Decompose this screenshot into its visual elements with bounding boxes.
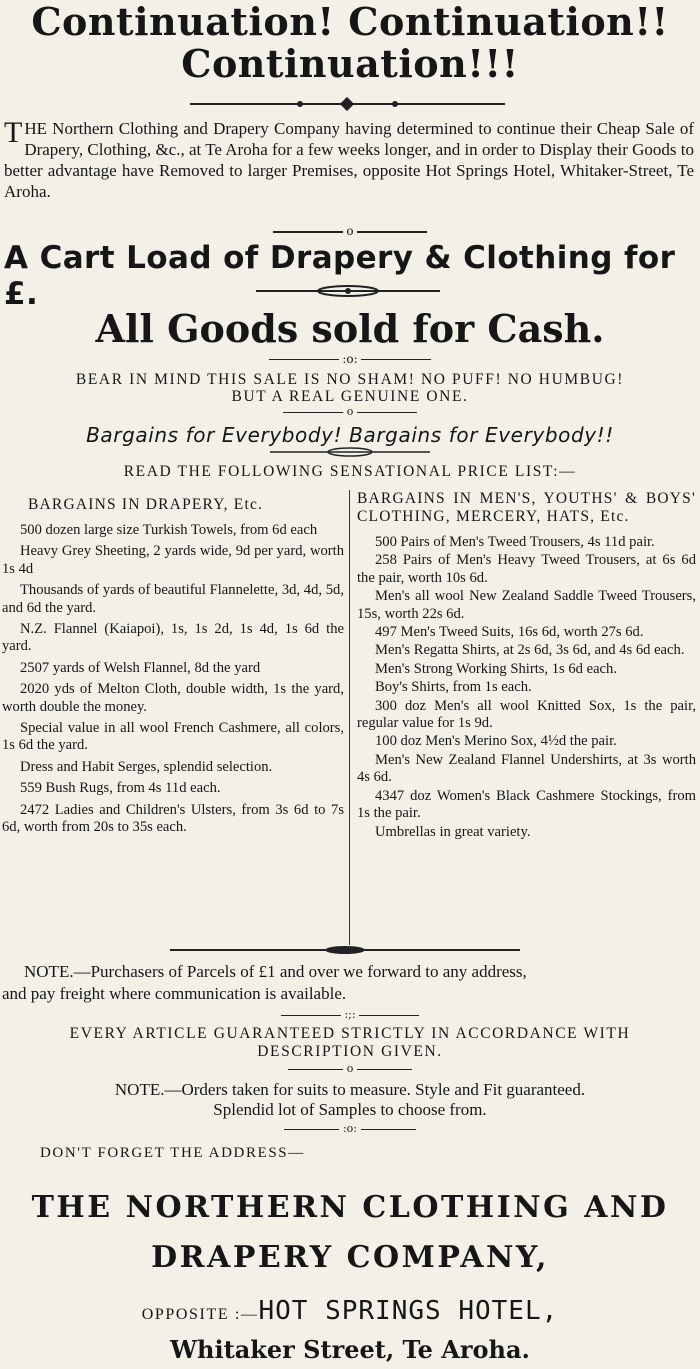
list-item: Dress and Habit Serges, splendid selection. [20,758,273,775]
mens-heading: BARGAINS IN MEN'S, YOUTHS' & BOYS' CLOTHING, MERCERY, HATS, Etc. [357,490,696,525]
ornamental-rule-2 [0,283,700,299]
list-item: 300 doz Men's all wool Knitted Sox, 1s the pair, regular value for 1s 9d. [357,697,696,732]
intro-dropcap: T [4,116,23,149]
cart-load-heading: A Cart Load of Drapery & Clothing for £. [4,240,676,312]
opposite-line [0,1294,700,1331]
list-item: 2472 Ladies and Children's Ulsters, from 3s 6d to 7s 6d, worth from 20s to 35s each. [2,801,344,836]
cash-heading: All Goods sold for Cash. [95,306,605,351]
list-item: 500 dozen large size Turkish Towels, from 6d each [20,522,318,538]
list-item: 2507 yards of Welsh Flannel, 8d the yard [20,659,261,676]
separator-text-3: :o: [342,1122,358,1135]
dont-forget-line: DON'T FORGET THE ADDRESS— [40,1145,305,1161]
separator-o-1 [0,224,700,238]
bear-in-mind-line-1: BEAR IN MIND THIS SALE IS NO SHAM! NO PUFF! NO HUMBUG! [75,371,625,388]
separator-o-colon-2 [0,1122,700,1135]
mens-list [357,534,696,841]
separator-colon-1 [0,1008,700,1021]
headline-line-2: Continuation!!! [181,41,519,86]
list-item: 4347 doz Women's Black Cashmere Stockings, from 1s the pair. [357,787,696,822]
note-2-line-2: Splendid lot of Samples to choose from. [213,1100,487,1119]
separator-o-text-2: o [346,405,354,418]
drapery-column [2,490,344,841]
separator-o-text: o [346,224,354,238]
intro-text: HE Northern Clothing and Drapery Company having determined to continue their Cheap Sale of Drapery, Clothing, &c., at Te Aroha for a few weeks longer, and in order to Display their Goods to better advantage have Removed to larger Premises, opposite Hot Springs Hotel, Whitaker-Street, Te Aroha. [4,119,694,201]
list-item: Men's Regatta Shirts, at 2s 6d, 3s 6d, and 4s 6d each. [375,642,685,659]
column-divider [349,490,350,945]
intro-paragraph [4,118,694,202]
opposite-label: OPPOSITE :— [141,1306,259,1323]
list-item: 497 Men's Tweed Suits, 16s 6d, worth 27s 6d. [375,624,644,641]
list-item: Boy's Shirts, from 1s each. [375,679,532,696]
separator-o-2 [0,405,700,418]
bear-in-mind-line-2: BUT A REAL GENUINE ONE. [231,388,469,405]
note-2-line-1: NOTE.—Orders taken for suits to measure. Style and Fit guaranteed. [114,1080,586,1099]
bargains-line: Bargains for Everybody! Bargains for Everybody!! [86,423,614,447]
guarantee-line-1: EVERY ARTICLE GUARANTEED STRICTLY IN ACCORDANCE WITH [69,1025,631,1042]
list-item: 258 Pairs of Men's Heavy Tweed Trousers, at 6s 6d the pair, worth 10s 6d. [357,552,696,586]
list-item: Men's New Zealand Flannel Undershirts, at 3s worth 4s 6d. [357,751,696,786]
price-list-heading: READ THE FOLLOWING SENSATIONAL PRICE LIST:— [123,463,577,480]
separator-text-2: :;: [344,1008,356,1021]
separator-o-text-3: o [346,1062,354,1075]
hotel-name: HOT SPRINGS HOTEL, [258,1296,559,1326]
mens-column [357,490,696,842]
list-item: Men's all wool New Zealand Saddle Tweed Trousers, 15s, worth 22s 6d. [357,588,696,622]
company-line-1: THE NORTHERN CLOTHING AND [31,1190,669,1225]
list-item: 559 Bush Rugs, from 4s 11d each. [20,780,221,797]
list-item: Men's Strong Working Shirts, 1s 6d each. [375,660,617,677]
ornamental-rule [0,96,700,112]
list-item: Heavy Grey Sheeting, 2 yards wide, 9d per yard, worth 1s 4d [2,543,344,577]
note-1-line-2: and pay freight where communication is available. [2,984,347,1003]
list-item: Thousands of yards of beautiful Flannelette, 3d, 4d, 5d, and 6d the yard. [2,582,344,616]
note-1-line-1: NOTE.—Purchasers of Parcels of £1 and over we forward to any address, [24,962,527,981]
guarantee-line-2: DESCRIPTION GIVEN. [257,1043,443,1060]
ornamental-rule-4 [0,944,700,956]
street-address: Whitaker Street, Te Aroha. [170,1335,530,1364]
separator-text: :o: [342,352,358,366]
company-line-2: DRAPERY COMPANY, [151,1240,549,1275]
separator-o-colon-1 [0,352,700,366]
headline-line-1: Continuation! Continuation!! [31,0,669,44]
list-item: Umbrellas in great variety. [375,823,531,840]
list-item: N.Z. Flannel (Kaiapoi), 1s, 1s 2d, 1s 4d, 1s 6d the yard. [2,621,344,655]
list-item: 100 doz Men's Merino Sox, 4½d the pair. [375,733,617,750]
list-item: 2020 yds of Melton Cloth, double width, 1s the yard, worth double the money. [2,681,344,715]
list-item: 500 Pairs of Men's Tweed Trousers, 4s 11d pair. [375,534,655,550]
drapery-list [2,522,344,837]
list-item: Special value in all wool French Cashmere, all colors, 1s 6d the yard. [2,720,344,754]
separator-o-3 [0,1062,700,1075]
ornamental-rule-3 [0,446,700,458]
drapery-heading: BARGAINS IN DRAPERY, Etc. [28,496,264,513]
